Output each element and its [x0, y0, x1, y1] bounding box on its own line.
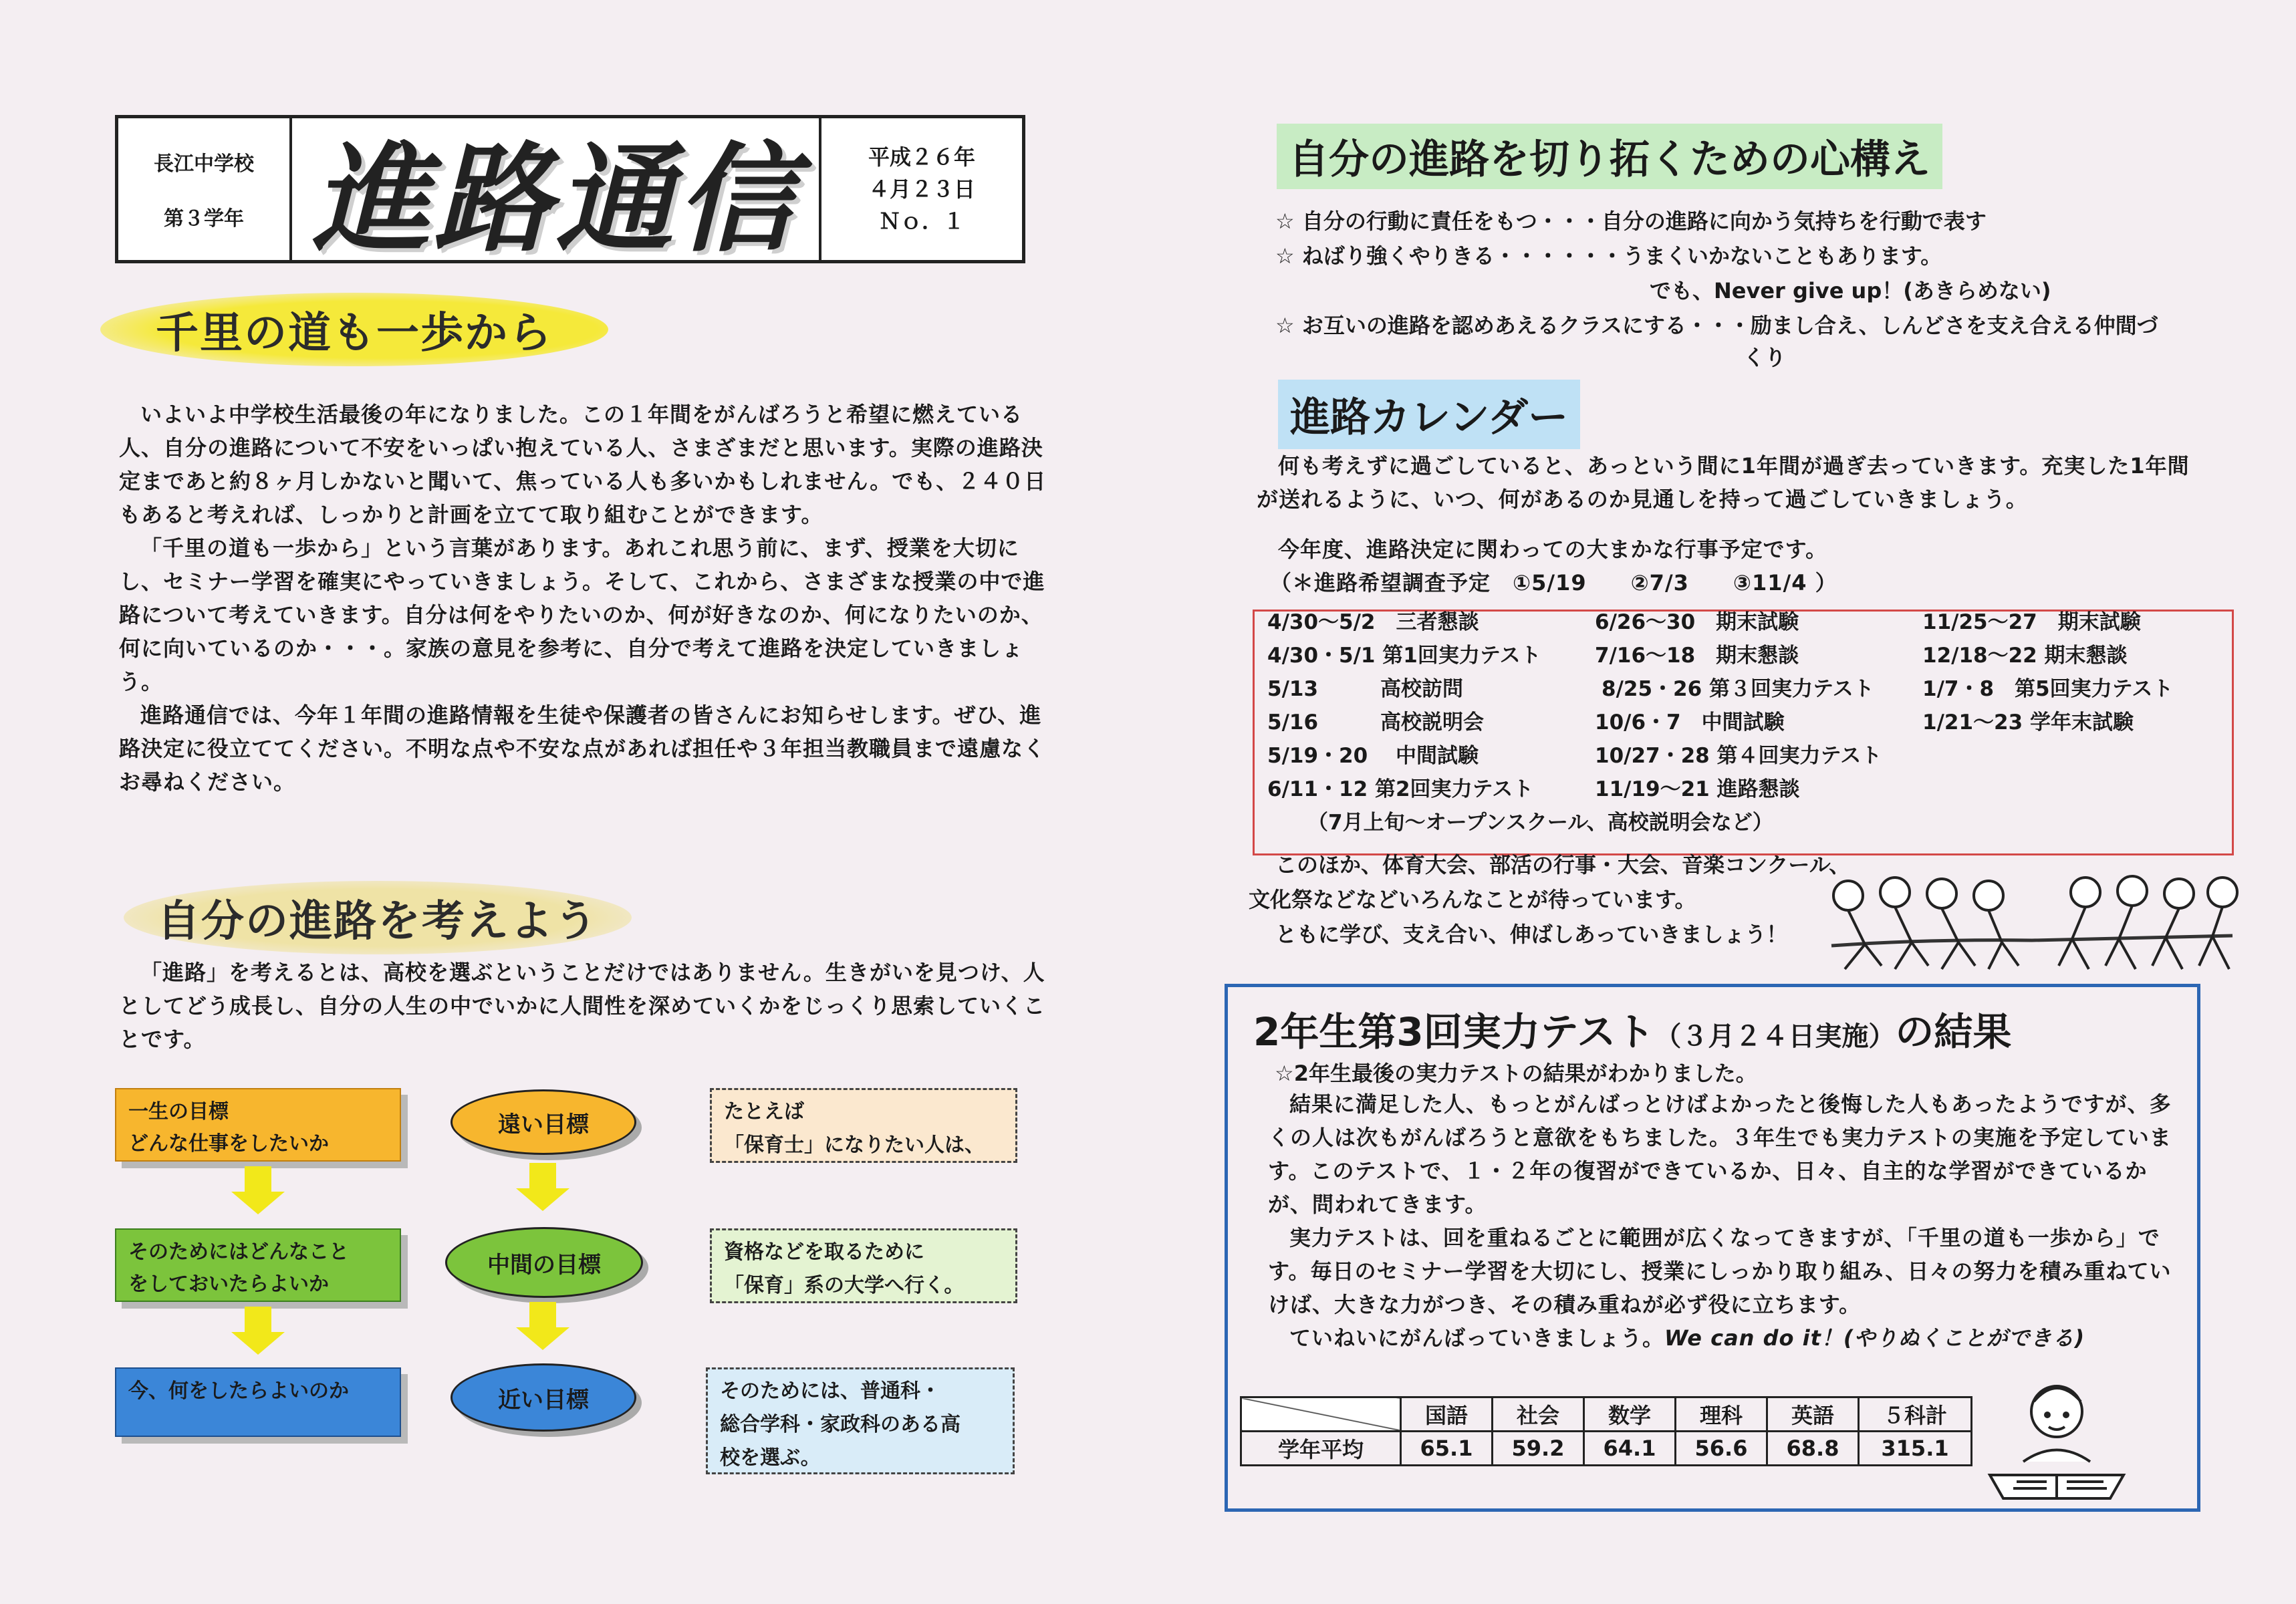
issue-date: ４月２３日 [868, 176, 975, 202]
example-note-3 [706, 1367, 1015, 1474]
flow-box-lifetime-goal [115, 1088, 401, 1162]
flow-box-lifetime-line2: どんな仕事をしたいか [128, 1132, 329, 1156]
heading-senri: 千里の道も一歩から [156, 309, 553, 358]
masthead-school-block [118, 118, 292, 260]
intro-paragraph-3: 進路通信では、今年１年間の進路情報を生徒や保護者の皆さんにお知らせします。ぜひ、進路決定に役立ててください。不明な点や不安な点があれば担任や３年担当教職員まで遠慮なくお尋ねください。 [119, 702, 1046, 795]
calendar-event: 4/30～5/2 三者懇談 [1267, 610, 1479, 634]
calendar-event: 10/6・7 中間試験 [1595, 710, 1785, 734]
score-value: 315.1 [1859, 1432, 1972, 1466]
goal-far-label: 遠い目標 [498, 1111, 589, 1138]
star-icon: ☆ [1275, 243, 1295, 269]
mindset-item-1-label: 自分の行動に責任をもつ・・・ [1301, 209, 1602, 234]
score-header-english: 英語 [1767, 1397, 1859, 1432]
calendar-event: 4/30・5/1 第1回実力テスト [1267, 644, 1541, 668]
goal-arrow-2 [529, 1302, 556, 1327]
after-calendar-line-2: 文化祭などなどいろんなことが待っています。 [1249, 887, 1696, 912]
calendar-lead [1257, 533, 2206, 599]
example-note-2 [710, 1228, 1017, 1303]
calendar-event: 12/18～22 期末懇談 [1922, 644, 2128, 668]
calendar-event: 1/7・8 第5回実力テスト [1922, 677, 2174, 701]
example-note-1-line2: 「保育士」になりたい人は、 [724, 1133, 985, 1157]
score-header-social: 社会 [1493, 1397, 1584, 1432]
result-title-main: 2年生第3回実力テスト [1253, 1009, 1655, 1055]
intro-paragraph-1: いよいよ中学校生活最後の年になりました。この１年間をがんばろうと希望に燃えている人、自分の進路について不安をいっぱい抱えている人、さまざまだと思います。実際の進路決定まであと約８ヶ月しかないと聞いて、焦っている人も多いかもしれません。でも、２４０日もあると考えれば、しっかりと計画を立てて取り組むことができます。 [119, 402, 1047, 527]
example-note-3-line1: そのためには、普通科・ [720, 1379, 940, 1403]
result-title [1253, 1000, 2011, 1057]
calendar-event: 5/13 高校訪問 [1267, 677, 1464, 701]
masthead [115, 115, 1025, 268]
calendar-event: 5/19・20 中間試験 [1267, 744, 1479, 768]
after-calendar-line-3: ともに学び、支え合い、伸ばしあっていきましょう！ [1275, 922, 1788, 947]
intro-text [119, 398, 1048, 799]
result-paragraph-1: 結果に満足した人、もっとがんばっとけばよかったと後悔した人もあったようですが、多くの人は次もがんばろうと意欲をもちました。３年生でも実力テストの実施を予定しています。このテストで、１・２年の復習ができているか、日々、自主的な学習ができているかが、問われてきます。 [1268, 1091, 2172, 1217]
heading-mindset-band [1277, 124, 1942, 189]
intro-paragraph-2: 「千里の道も一歩から」という言葉があります。あれこれ思う前に、まず、授業を大切にし、セミナー学習を確実にやっていきましょう。そして、これから、さまざまな授業の中で進路について考えていきます。自分は何をやりたいのか、何が好きなのか、何になりたいのか、何に向いているのか・・・。家族の意見を参考に、自分で考えて進路を決定していきましょう。 [119, 535, 1045, 694]
mindset-item-3-cont: くり [1743, 345, 1787, 370]
think-paragraph: 「進路」を考えるとは、高校を選ぶということだけではありません。生きがいを見つけ、人としてどう成長し、自分の人生の中でいかに人間性を深めていくかをじっくり思索していくことです。 [119, 960, 1046, 1052]
goal-near-label: 近い目標 [498, 1386, 589, 1414]
heading-calendar: 進路カレンダー [1290, 394, 1569, 441]
think-text [119, 956, 1048, 1056]
tug-of-war-illustration [1818, 865, 2246, 979]
after-calendar-line-1: このほか、体育大会、部活の行事・大会、音楽コンクール、 [1275, 852, 1851, 878]
newsletter-title: 進路通信 [292, 118, 821, 260]
goal-mid-oval [445, 1227, 643, 1298]
goal-arrow-1 [529, 1163, 556, 1188]
studying-student-illustration [1976, 1375, 2137, 1502]
calendar-intro-text: 何も考えずに過ごしていると、あっという間に1年間が過ぎ去っていきます。充実した1年間が送れるように、いつ、何があるのか見通しを持って過ごしていきましょう。 [1257, 453, 2190, 512]
example-note-3-line3: 校を選ぶ。 [720, 1446, 821, 1470]
mindset-item-2-label: ねばり強くやりきる・・・・・・ [1301, 243, 1623, 269]
issue-year: 平成２６年 [868, 144, 975, 170]
heading-senri-bubble [100, 293, 608, 366]
mindset-list [1275, 204, 2184, 372]
mindset-item-2 [1275, 239, 2184, 273]
mindset-item-3-label: お互いの進路を認めあえるクラスにする・・・ [1301, 313, 1751, 338]
flow-box-preparation-line2: をしておいたらよいか [128, 1273, 329, 1296]
calendar-event: 7/16～18 期末懇談 [1595, 644, 1799, 668]
test-result-box [1225, 984, 2200, 1512]
goal-mid-label: 中間の目標 [487, 1251, 601, 1279]
calendar-event: 5/16 高校説明会 [1267, 710, 1485, 734]
score-value: 56.6 [1676, 1432, 1767, 1466]
never-give-up-line: でも、Never give up！(あきらめない) [1650, 278, 2051, 303]
score-table [1240, 1396, 1972, 1466]
calendar-lead-text: 今年度、進路決定に関わっての大まかな行事予定です。 [1278, 537, 1828, 562]
star-icon: ☆ [1275, 313, 1295, 338]
score-header-science: 理科 [1676, 1397, 1767, 1432]
calendar-grid [1267, 605, 2216, 852]
flow-box-now-text: 今、何をしたらよいのか [128, 1379, 349, 1403]
after-calendar-text [1249, 847, 1850, 952]
score-header-total: ５科計 [1859, 1397, 1972, 1432]
example-note-2-line1: 資格などを取るために [724, 1240, 924, 1264]
calendar-event: 1/21～23 学年末試験 [1922, 710, 2134, 734]
calendar-intro [1257, 449, 2206, 516]
score-value: 59.2 [1493, 1432, 1584, 1466]
example-note-1 [710, 1088, 1017, 1163]
flow-arrow-2 [245, 1307, 271, 1332]
calendar-event: 11/25～27 期末試験 [1922, 610, 2141, 634]
calendar-event: 6/26～30 期末試験 [1595, 610, 1799, 634]
flow-arrow-1 [245, 1166, 271, 1192]
heading-calendar-band [1278, 380, 1580, 449]
result-subhead: ☆2年生最後の実力テストの結果がわかりました。 [1275, 1061, 1757, 1086]
heading-think: 自分の進路を考えよう [157, 897, 598, 946]
mindset-item-1 [1275, 204, 2184, 239]
flow-box-lifetime-line1: 一生の目標 [128, 1100, 229, 1123]
flow-box-now [115, 1367, 401, 1437]
calendar-event: 8/25・26 第３回実力テスト [1602, 677, 1874, 701]
score-value: 68.8 [1767, 1432, 1859, 1466]
score-value: 64.1 [1584, 1432, 1676, 1466]
school-name: 長江中学校 [154, 152, 254, 176]
result-title-end: の結果 [1895, 1009, 2012, 1055]
calendar-event: 11/19～21 進路懇談 [1595, 777, 1800, 801]
calendar-event: 10/27・28 第４回実力テスト [1595, 744, 1882, 768]
goal-far-oval [451, 1089, 636, 1155]
score-header-math: 数学 [1584, 1397, 1676, 1432]
calendar-event: 6/11・12 第2回実力テスト [1267, 777, 1534, 801]
result-closing-text: ていねいにがんばっていきましょう。 [1289, 1325, 1665, 1351]
mindset-item-3 [1275, 308, 2184, 343]
example-note-2-line2: 「保育」系の大学へ行く。 [724, 1274, 965, 1297]
result-title-date: （３月２４日実施） [1654, 1021, 1896, 1052]
heading-mindset: 自分の進路を切り拓くための心構え [1289, 136, 1930, 183]
result-paragraph-2: 実力テストは、回を重ねるごとに範囲が広くなってきますが、「千里の道も一歩から」です。毎日のセミナー学習を大切にし、授業にしっかり取り組み、日々の努力を積み重ねていけば、大きな力がつき、その積み重ねが必ず役に立ちます。 [1268, 1225, 2172, 1317]
result-body [1268, 1087, 2184, 1355]
star-icon: ☆ [1275, 209, 1295, 234]
result-closing-english: We can do it！(やりぬくことができる) [1664, 1325, 2085, 1351]
score-table-row [1241, 1432, 1972, 1466]
mindset-item-1-text: 自分の進路に向かう気持ちを行動で表す [1601, 209, 1987, 234]
flow-box-preparation-line1: そのためにはどんなこと [128, 1240, 349, 1264]
grade-label: 第３学年 [164, 207, 244, 231]
masthead-date-block [821, 118, 1022, 260]
issue-number: Ｎｏ．１ [878, 209, 965, 234]
example-note-3-line2: 総合学科・家政科のある高 [720, 1413, 961, 1436]
example-note-1-line1: たとえば [724, 1100, 804, 1123]
survey-schedule: （＊進路希望調査予定 ①5/19 ②7/3 ③11/4 ） [1270, 570, 1837, 595]
heading-think-bubble [124, 881, 632, 954]
score-table-corner [1241, 1397, 1401, 1432]
mindset-item-2-text: うまくいかないこともあります。 [1622, 243, 1942, 269]
result-closing [1268, 1321, 2184, 1355]
score-header-japanese: 国語 [1401, 1397, 1493, 1432]
mindset-item-3-text: 励まし合え、しんどさを支え合える仲間づ [1750, 313, 2158, 338]
score-row-label: 学年平均 [1241, 1432, 1401, 1466]
flow-box-preparation [115, 1228, 401, 1302]
score-table-header-row [1241, 1397, 1972, 1432]
goal-near-oval [451, 1363, 636, 1432]
score-value: 65.1 [1401, 1432, 1493, 1466]
calendar-note: （7月上旬～オープンスクール、高校説明会など） [1307, 811, 1773, 835]
